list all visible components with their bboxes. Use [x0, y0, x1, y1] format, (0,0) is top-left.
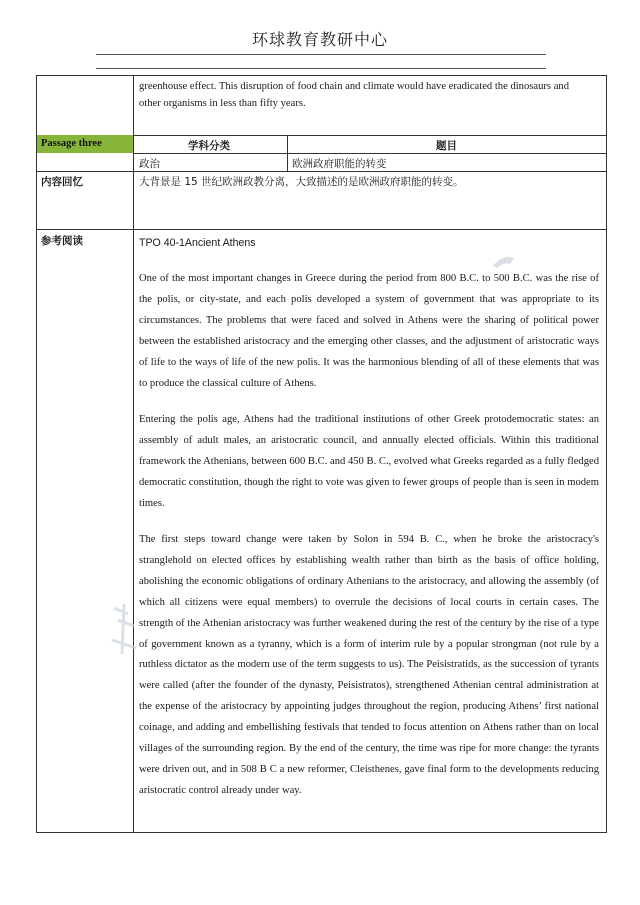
header-rule-top [96, 54, 546, 55]
recall-text: 大背景是 15 世纪欧洲政教分离，大致描述的是欧洲政府职能的转变。 [139, 176, 464, 188]
reading-label: 参考阅读 [41, 235, 83, 247]
reading-paragraph-3: The first steps toward change were taken by Solon in 594 B. C., when he broke the aristocracy's stranglehold on elected offices by establishing wealth rather than birth as the basis of office holding, abolishing the economic obligations of ordinary Athenians to the aristocracy, and allowing the assembly (of which all citizens were equal members) to overrule the decisions of local courts in certain cases. The strength of the Athenian aristocracy was further weakened during the rest of the century by the rise of a type of government known as a tyranny, which is a form of interim rule by a popular strongman (not rule by a ruthless dictator as the modern use of the term suggests to us). The Peisistratids, as the succession of tyrants were called (after the founder of the dynasty, Peisistratos), strengthened Athenian central administration at the expense of the aristocracy by appointing judges throughout the region, producing Athens’ first national coinage, and adding and embellishing festivals that tended to focus attention on Athens rather than on local villages of the surrounding region. By the end of the century, the time was ripe for more change: the tyrants were driven out, and in 508 B C a new reformer, Cleisthenes, gave final form to the developments reducing aristocratic control already under way. [139, 534, 599, 796]
row-divider [36, 229, 607, 230]
watermark-mark [490, 252, 518, 272]
topic-value: 欧洲政府职能的转变 [292, 158, 387, 170]
passage-label: Passage three [41, 138, 102, 149]
recall-label: 内容回忆 [41, 176, 83, 188]
row-divider [133, 153, 607, 154]
subject-value: 政治 [139, 158, 160, 170]
header-rule-bottom [96, 68, 546, 69]
subject-column-header: 学科分类 [188, 140, 230, 152]
watermark-mark [108, 600, 142, 660]
reading-paragraph-1: One of the most important changes in Greece during the period from 800 B.C. to 500 B.C. was the rise of the polis, or city-state, and each polis developed a system of government that was appropriate to its circumstances. The problems that were faced and solved in Athens were the sharing of political power between the established aristocracy and the emerging other classes, and the adjustment of aristocratic ways of life to the ways of life of the new polis. It was the harmonious blending of all of these elements that was to produce the classical culture of Athens. [139, 273, 599, 389]
row-divider [36, 171, 607, 172]
reading-title: TPO 40-1Ancient Athens [139, 237, 256, 249]
page-title: 环球教育教研中心 [251, 30, 388, 49]
column-divider [133, 75, 134, 833]
continued-text-line: greenhouse effect. This disruption of food chain and climate would have eradicated the dinosaurs and [139, 81, 569, 92]
reading-paragraph-2: Entering the polis age, Athens had the traditional institutions of other Greek protodemocratic states: an assembly of adult males, an aristocratic council, and annually elected officials. Within this traditional framework the Athenians, between 600 B.C. and 450 B. C., evolved what Greeks regarded as a fully fledged democratic constitution, though the right to vote was given to fewer groups of people than is seen in modem times. [139, 414, 599, 509]
continued-text-line: other organisms in less than fifty years. [139, 98, 306, 109]
topic-column-header: 题目 [436, 140, 457, 152]
